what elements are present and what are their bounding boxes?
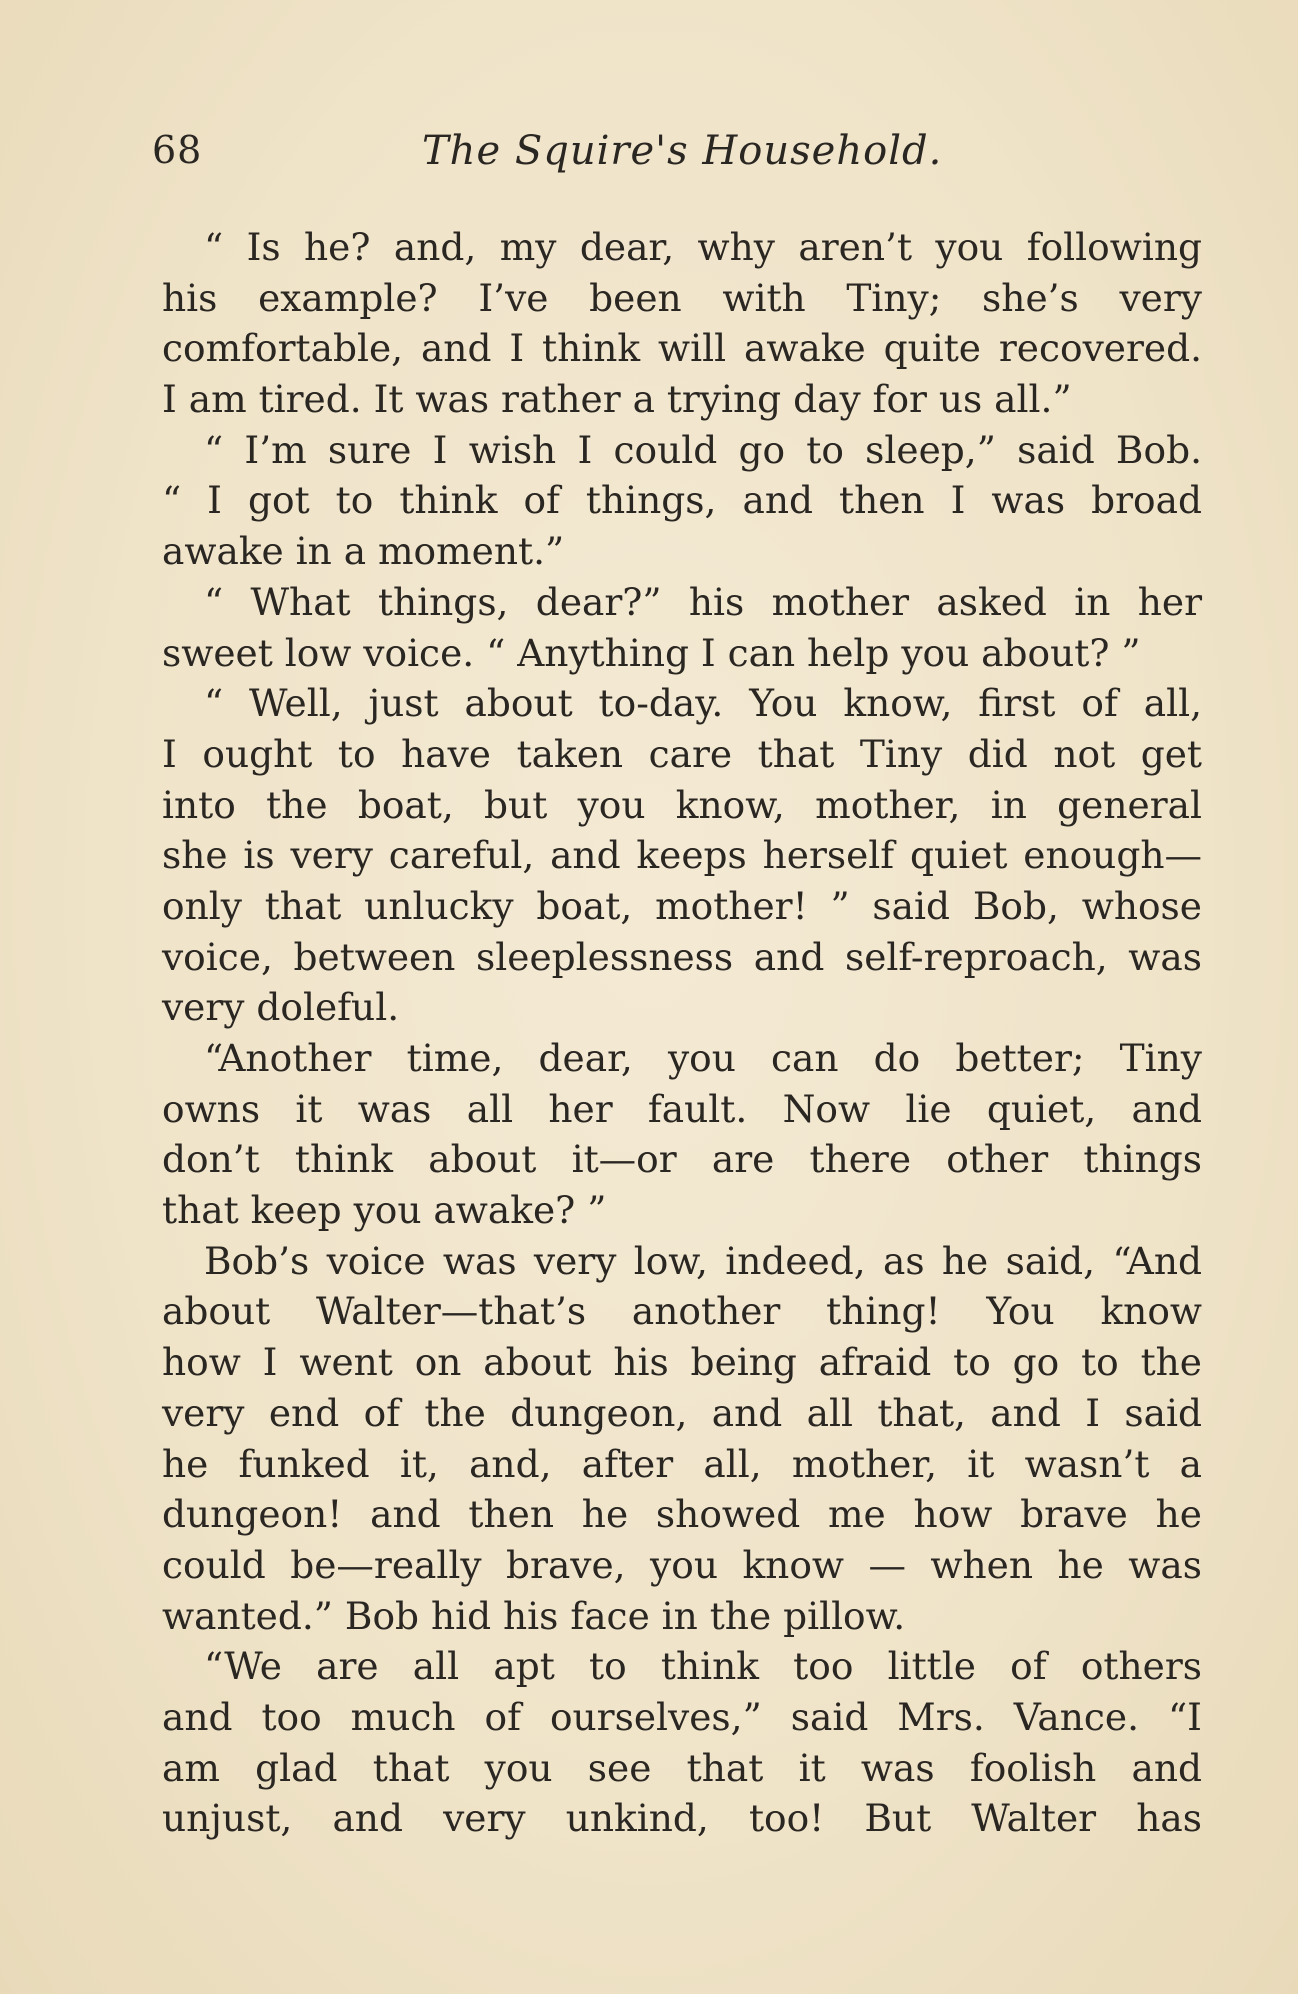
text-line: “ I got to think of things, and then I was broad [162,478,1202,523]
text-line: awake in a moment.” [162,529,565,574]
text-line: how I went on about his being afraid to go to the [162,1340,1202,1385]
text-line: she is very careful, and keeps herself quiet enough— [162,833,1202,878]
text-line: sweet low voice. “ Anything I can help you about? ” [162,630,1141,675]
text-line: “We are all apt to think too little of others [204,1644,1202,1689]
text-line: “ What things, dear?” his mother asked in her [204,579,1202,624]
text-line: I am tired. It was rather a trying day for us all.” [162,377,1072,422]
text-line: his example? I’ve been with Tiny; she’s very [162,275,1202,320]
text-line: “Another time, dear, you can do better; Tiny [204,1036,1202,1080]
running-header [142,128,1222,188]
page-number: 68 [152,128,203,172]
running-title: The Squire's Household. [422,128,943,174]
text-line: “ I’m sure I wish I could go to sleep,” said Bob. [204,427,1202,472]
text-line: I ought to have taken care that Tiny did not get [162,731,1202,776]
text-line: only that unlucky boat, mother! ” said Bob, whose [162,883,1202,928]
text-line: about Walter—that’s another thing! You know [162,1289,1202,1334]
text-line: very doleful. [162,985,400,1030]
text-line: unjust, and very unkind, too! But Walter has [162,1796,1202,1841]
text-line: comfortable, and I think will awake quite recovered. [162,326,1202,371]
body-text [162,222,1202,1844]
text-line: he funked it, and, after all, mother, it wasn’t a [162,1441,1202,1486]
text-line: wanted.” Bob hid his face in the pillow. [162,1593,906,1638]
text-line: very end of the dungeon, and all that, and I said [162,1390,1202,1435]
text-line: owns it was all her fault. Now lie quiet, and [162,1086,1202,1131]
text-line: into the boat, but you know, mother, in general [162,782,1202,827]
text-line: and too much of ourselves,” said Mrs. Vance. “I [162,1694,1202,1739]
text-line: dungeon! and then he showed me how brave he [162,1492,1202,1537]
text-line: Bob’s voice was very low, indeed, as he said, “And [204,1238,1202,1283]
text-line: am glad that you see that it was foolish and [162,1745,1202,1790]
text-line: don’t think about it—or are there other things [162,1137,1202,1182]
text-line: voice, between sleeplessness and self-reproach, was [162,934,1202,979]
text-line: “ Is he? and, my dear, why aren’t you following [204,225,1202,269]
text-line: “ Well, just about to-day. You know, first of all, [204,681,1202,726]
text-line: that keep you awake? ” [162,1188,607,1233]
text-line: could be—really brave, you know — when he was [162,1542,1202,1587]
